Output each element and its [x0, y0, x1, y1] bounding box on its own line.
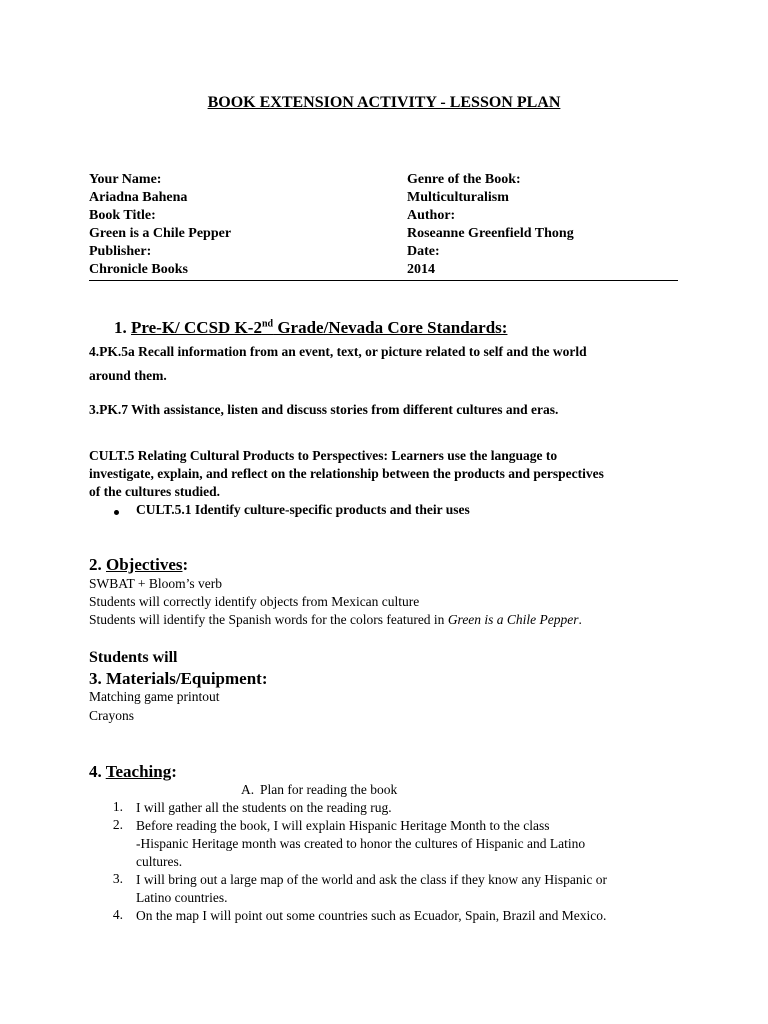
section-1-title-pre: Pre-K/ CCSD K-2	[131, 318, 262, 337]
section-3-heading: 3. Materials/Equipment:	[89, 669, 268, 688]
section-1-heading	[114, 318, 507, 338]
standard-3pk7: 3.PK.7 With assistance, listen and discuss stories from different cultures and eras.	[89, 402, 559, 417]
material-item-1: Matching game printout	[89, 689, 220, 704]
standard-4pk5a-line1: 4.PK.5a Recall information from an event, text, or picture related to self and the world	[89, 344, 587, 359]
cult51-bullet-item: CULT.5.1 Identify culture-specific products and their uses	[136, 502, 470, 517]
section-1-title	[131, 318, 507, 337]
publisher-label: Publisher:	[89, 244, 152, 259]
section-4-colon: :	[171, 762, 177, 781]
name-label: Your Name:	[89, 172, 162, 187]
teaching-item-4-number: 4.	[112, 907, 123, 922]
teaching-item-2-line-3: cultures.	[136, 854, 183, 869]
teaching-item-2-number: 2.	[112, 817, 123, 832]
teaching-item-1-line-1: I will gather all the students on the reading rug.	[136, 800, 392, 815]
subsection-a-label: A.	[241, 782, 255, 797]
teaching-item-3-number: 3.	[112, 871, 123, 886]
section-4-heading	[89, 762, 177, 782]
section-1-title-post: Grade/Nevada Core Standards:	[273, 318, 508, 337]
cult5-line1: CULT.5 Relating Cultural Products to Perspectives: Learners use the language to	[89, 448, 558, 463]
objective-line-3-pre: Students will identify the Spanish words for the colors featured in	[89, 612, 448, 627]
teaching-item-3-line-1: I will bring out a large map of the world and ask the class if they know any Hispanic or	[136, 872, 608, 887]
teaching-item-4-line-1: On the map I will point out some countries such as Ecuador, Spain, Brazil and Mexico.	[136, 908, 607, 923]
material-item-2: Crayons	[89, 708, 134, 723]
section-2-colon: :	[182, 555, 189, 574]
author-value: Roseanne Greenfield Thong	[407, 226, 574, 241]
section-4-number: 4.	[89, 762, 102, 781]
bullet-icon	[114, 510, 119, 515]
teaching-item-2-line-1: Before reading the book, I will explain Hispanic Heritage Month to the class	[136, 818, 550, 833]
objective-line-3	[89, 611, 582, 629]
subsection-a-title: Plan for reading the book	[260, 782, 398, 797]
standard-4pk5a-line2: around them.	[89, 368, 167, 383]
cult5-line2: investigate, explain, and reflect on the relationship between the products and perspectives	[89, 466, 604, 481]
author-label: Author:	[407, 208, 456, 223]
objective-line-2: Students will correctly identify objects from Mexican culture	[89, 594, 420, 609]
document-title: BOOK EXTENSION ACTIVITY - LESSON PLAN	[207, 94, 561, 111]
book-title-italic: Green is a Chile Pepper	[447, 612, 579, 627]
section-4-title: Teaching	[105, 762, 172, 781]
book-title-label: Book Title:	[89, 208, 156, 223]
publisher-value: Chronicle Books	[89, 262, 188, 277]
teaching-item-2-line-2: -Hispanic Heritage month was created to honor the cultures of Hispanic and Latino	[136, 836, 586, 851]
cult5-line3: of the cultures studied.	[89, 484, 221, 499]
teaching-item-1-number: 1.	[112, 799, 123, 814]
teaching-item-3-line-2: Latino countries.	[136, 890, 228, 905]
section-1-title-sup: nd	[261, 318, 274, 330]
section-2-title: Objectives	[106, 555, 183, 574]
date-label: Date:	[407, 244, 440, 259]
genre-value: Multiculturalism	[407, 190, 509, 205]
date-value: 2014	[407, 262, 435, 277]
book-title-value: Green is a Chile Pepper	[89, 226, 232, 241]
objective-line-1: SWBAT + Bloom’s verb	[89, 576, 222, 591]
section-2-heading	[89, 555, 188, 575]
divider-line	[89, 280, 678, 281]
genre-label: Genre of the Book:	[407, 172, 521, 187]
name-value: Ariadna Bahena	[89, 190, 188, 205]
section-2-number: 2.	[89, 555, 102, 574]
section-1-number: 1.	[114, 318, 127, 337]
students-will-heading: Students will	[89, 649, 178, 666]
objective-line-3-post: .	[578, 612, 582, 627]
